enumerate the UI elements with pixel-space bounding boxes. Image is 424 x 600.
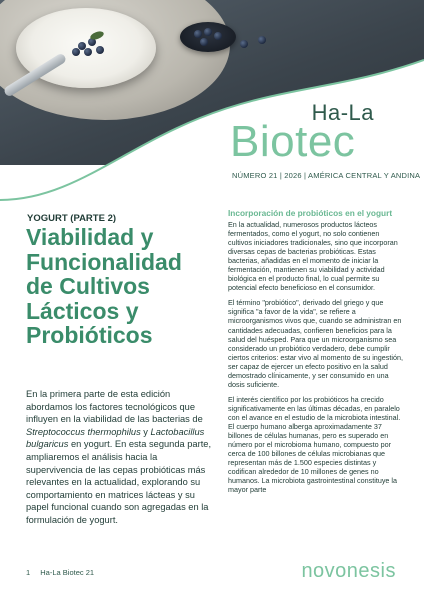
body-paragraph: El término "probiótico", derivado del griego y que significa "a favor de la vida", se refiere a microorganismos vivos que, cuando se administran en cantidades adecuadas, confieren beneficios para la salud del huésped. Para que un microorganismo sea considerado un probiótico verdadero, debe cumplir ciertos criterios: estar vivo al momento de su ingestión, ser capaz de ejercer un efecto positivo en la salud demostrado clínicamente, y ser consumido en una dosis suficiente. <box>228 298 403 389</box>
body-paragraph: En la actualidad, numerosos productos lácteos fermentados, como el yogurt, no solo contienen cultivos iniciadores tradicionales, sino que incorporan diversas cepas de bacterias probióticas. Estas bacterias, añadidas en el momento de iniciar la fermentación, mantienen su viabilidad y actividad biológica en el producto final, lo cual permite su potencial efecto beneficioso en el consumidor. <box>228 220 398 293</box>
article-eyebrow: YOGURT (PARTE 2) <box>27 213 117 224</box>
intro-text: y <box>140 426 151 437</box>
footer-publication: Ha-La Biotec 21 <box>40 568 95 577</box>
page-number: 1 <box>26 568 31 577</box>
page-footer <box>26 568 94 577</box>
species-name: Streptococcus thermophilus <box>26 426 141 437</box>
magazine-name-bottom: Biotec <box>230 117 356 166</box>
species-name: Lactobacillus bulgaricus <box>26 426 205 450</box>
article-headline: Viabilidad y Funcionalidad de Cultivos Lácticos y Probióticos <box>26 224 182 348</box>
intro-text: en yogurt. En esta segunda parte, ampliaremos el análisis hacia la supervivencia de las cepas probióticas más relevantes en la actualidad, explorando su comportamiento en matrices lácteas y su papel funcional cuando son agregadas en la formulación de yogurt. <box>26 439 212 525</box>
magazine-name-top: Ha-La <box>311 100 374 125</box>
article-intro <box>26 388 212 527</box>
intro-text: En la primera parte de esta edición abordamos los factores tecnológicos que influyen en la viabilidad de las bacterias de <box>26 389 203 425</box>
article-body <box>228 208 404 500</box>
section-heading: Incorporación de probióticos en el yogurt <box>228 208 393 218</box>
brand-logo: novonesis <box>301 560 396 582</box>
body-paragraph: El interés científico por los probióticos ha crecido significativamente en las últimas décadas, en paralelo con el avance en el estudio de la microbiota intestinal. El cuerpo humano alberga aproximadamente 37 billones de células humanas, pero es superado en número por el microbioma humano, compuesto por cerca de 100 billones de células microbianas que representan más de 1.500 especies distintas y codifican alrededor de 10 millones de genes no humanos. La microbiota gastrointestinal constituye la mayor parte <box>228 394 401 495</box>
issue-line: NÚMERO 21 | 2026 | AMÉRICA CENTRAL Y ANDINA <box>232 171 421 180</box>
